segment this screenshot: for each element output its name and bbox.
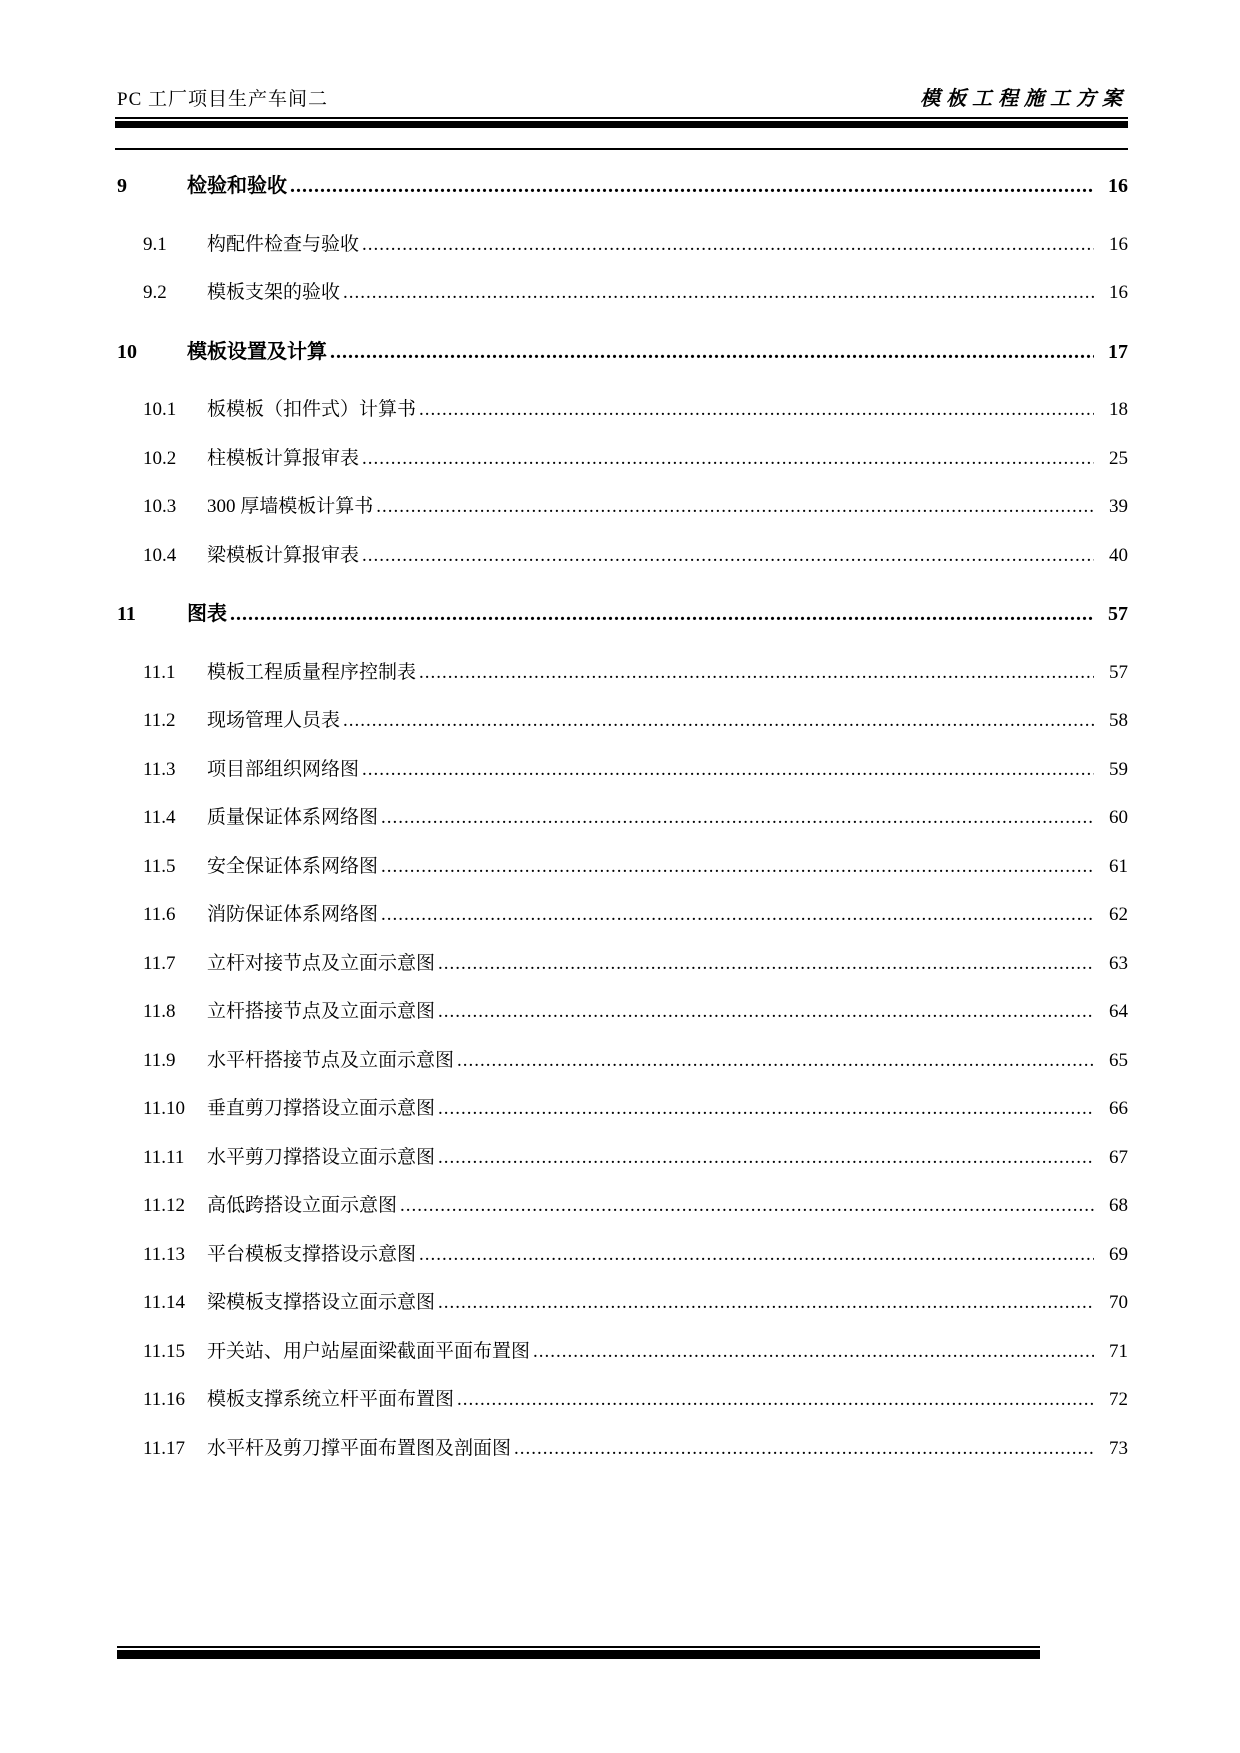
footer-rule-thick-line — [117, 1650, 1040, 1659]
toc-entry-number: 11.12 — [143, 1195, 186, 1216]
toc-entry-page: 16 — [1109, 233, 1128, 255]
toc-entry-title: 平台模板支撑搭设示意图 — [207, 1243, 417, 1265]
toc-leader-dots — [533, 1328, 1094, 1377]
toc-entry-page: 64 — [1109, 1001, 1128, 1022]
toc-leader-dots — [381, 794, 1094, 843]
toc-entry-number: 11.5 — [143, 855, 176, 877]
toc-leader-dots — [362, 221, 1094, 270]
header-rule-thick-line — [115, 121, 1128, 128]
toc-leader-dots — [362, 435, 1094, 484]
toc-leader-dots — [362, 532, 1094, 581]
toc-entry[interactable] — [117, 162, 1128, 211]
toc-leader-dots — [457, 1376, 1094, 1425]
toc-leader-dots — [419, 1231, 1094, 1280]
toc-entry-page: 16 — [1109, 282, 1128, 303]
toc-leader-dots — [419, 649, 1094, 698]
toc-entry[interactable] — [117, 1182, 1128, 1231]
toc-entry-number: 9.1 — [143, 233, 167, 255]
toc-entry-page: 61 — [1109, 855, 1128, 877]
toc-entry[interactable] — [117, 221, 1128, 270]
toc-leader-dots — [290, 162, 1094, 211]
toc-entry[interactable] — [117, 1085, 1128, 1134]
toc-entry-page: 17 — [1108, 340, 1128, 363]
toc-entry-title: 图表 — [187, 603, 227, 625]
toc-entry-title: 水平杆搭接节点及立面示意图 — [207, 1049, 455, 1071]
toc-entry-number: 11.7 — [143, 952, 176, 974]
toc-entry-page: 57 — [1109, 661, 1128, 683]
toc-entry-number: 11.8 — [143, 1001, 176, 1022]
toc-entry-page: 68 — [1109, 1195, 1128, 1216]
toc-leader-dots — [438, 940, 1094, 989]
toc-entry-page: 16 — [1108, 175, 1128, 197]
toc-entry-page: 66 — [1109, 1098, 1128, 1119]
toc-entry-title: 高低跨搭设立面示意图 — [207, 1195, 398, 1216]
toc-entry-number: 10.4 — [143, 544, 177, 566]
toc-entry-page: 40 — [1109, 544, 1128, 566]
toc-entry-page: 60 — [1109, 807, 1128, 828]
toc-entry-page: 39 — [1109, 496, 1128, 517]
toc-entry-title: 柱模板计算报审表 — [207, 447, 360, 469]
footer-rule-thin-line — [117, 1646, 1040, 1648]
toc-entry-page: 59 — [1109, 758, 1128, 780]
toc-entry-title: 模板支撑系统立杆平面布置图 — [207, 1389, 455, 1410]
toc-entry-number: 11.2 — [143, 710, 176, 731]
toc-entry-title: 消防保证体系网络图 — [207, 904, 379, 925]
toc-leader-dots — [343, 697, 1094, 746]
toc-entry[interactable] — [117, 1425, 1128, 1474]
toc-entry-page: 58 — [1109, 710, 1128, 731]
toc-list — [117, 152, 1128, 1473]
toc-entry-number: 11.1 — [143, 661, 176, 683]
toc-entry-title: 水平剪刀撑搭设立面示意图 — [207, 1146, 436, 1168]
toc-entry-title: 梁模板支撑搭设立面示意图 — [207, 1292, 436, 1313]
toc-entry-number: 11.17 — [143, 1437, 186, 1459]
toc-entry[interactable] — [117, 649, 1128, 698]
toc-entry-number: 10.2 — [143, 447, 177, 469]
toc-entry[interactable] — [117, 328, 1128, 377]
header-rule-thin-line — [115, 117, 1128, 119]
toc-entry-number: 10.3 — [143, 496, 177, 517]
toc-entry-title: 水平杆及剪刀撑平面布置图及剖面图 — [207, 1437, 512, 1459]
toc-leader-dots — [376, 483, 1094, 532]
footer-rule — [117, 1646, 1040, 1659]
toc-leader-dots — [438, 1134, 1094, 1183]
toc-entry[interactable] — [117, 940, 1128, 989]
toc-entry[interactable] — [117, 435, 1128, 484]
toc-entry-number: 11.4 — [143, 807, 176, 828]
toc-entry-title: 板模板（扣件式）计算书 — [207, 399, 417, 420]
toc-entry-title: 模板工程质量程序控制表 — [207, 661, 417, 683]
toc-entry[interactable] — [117, 1134, 1128, 1183]
toc-entry-number: 11.6 — [143, 904, 176, 925]
toc-leader-dots — [514, 1425, 1094, 1474]
toc-entry-page: 25 — [1109, 447, 1128, 469]
toc-entry[interactable] — [117, 843, 1128, 892]
page-header — [117, 82, 1128, 111]
toc-entry-title: 模板支架的验收 — [207, 282, 341, 303]
toc-leader-dots — [230, 590, 1094, 639]
toc-leader-dots — [457, 1037, 1094, 1086]
toc-entry-number: 11.3 — [143, 758, 176, 780]
toc-entry-number: 11.15 — [143, 1340, 186, 1362]
toc-leader-dots — [330, 328, 1094, 377]
toc-entry[interactable] — [117, 386, 1128, 435]
header-rule-thin-thick — [115, 117, 1128, 128]
toc-entry-title: 项目部组织网络图 — [207, 758, 360, 780]
toc-entry-number: 11.11 — [143, 1146, 185, 1168]
toc-leader-dots — [400, 1182, 1094, 1231]
toc-entry[interactable] — [117, 988, 1128, 1037]
toc-entry[interactable] — [117, 532, 1128, 581]
header-right-title: 模板工程施工方案 — [920, 88, 1128, 110]
toc-entry-title: 质量保证体系网络图 — [207, 807, 379, 828]
toc-entry[interactable] — [117, 1328, 1128, 1377]
toc-entry[interactable] — [117, 697, 1128, 746]
toc-entry-page: 62 — [1109, 904, 1128, 925]
toc-entry-page: 70 — [1109, 1292, 1128, 1313]
toc-entry-title: 立杆搭接节点及立面示意图 — [207, 1001, 436, 1022]
toc-leader-dots — [438, 1085, 1094, 1134]
toc-entry-page: 67 — [1109, 1146, 1128, 1168]
toc-leader-dots — [438, 988, 1094, 1037]
toc-entry[interactable] — [117, 269, 1128, 318]
toc-entry-title: 检验和验收 — [187, 175, 287, 197]
toc-entry[interactable] — [117, 746, 1128, 795]
header-rule-single — [115, 148, 1128, 150]
toc-entry-number: 9 — [117, 175, 127, 197]
toc-entry-page: 57 — [1108, 603, 1128, 625]
toc-entry[interactable] — [117, 1231, 1128, 1280]
toc-entry[interactable] — [117, 1279, 1128, 1328]
toc-entry-page: 73 — [1109, 1437, 1128, 1459]
toc-entry[interactable] — [117, 590, 1128, 639]
toc-entry-page: 65 — [1109, 1049, 1128, 1071]
toc-entry-title: 开关站、用户站屋面梁截面平面布置图 — [207, 1340, 531, 1362]
toc-entry-number: 10 — [117, 340, 137, 363]
toc-entry-page: 69 — [1109, 1243, 1128, 1265]
toc-entry-title: 模板设置及计算 — [187, 340, 327, 363]
toc-entry-title: 安全保证体系网络图 — [207, 855, 379, 877]
toc-leader-dots — [419, 386, 1094, 435]
toc-entry-page: 18 — [1109, 399, 1128, 420]
toc-entry-number: 9.2 — [143, 282, 167, 303]
toc-entry-title: 梁模板计算报审表 — [207, 544, 360, 566]
toc-entry[interactable] — [117, 1037, 1128, 1086]
toc-entry-number: 11.14 — [143, 1292, 186, 1313]
toc-leader-dots — [438, 1279, 1094, 1328]
toc-leader-dots — [343, 269, 1094, 318]
toc-entry-title: 立杆对接节点及立面示意图 — [207, 952, 436, 974]
toc-entry-number: 11.16 — [143, 1389, 186, 1410]
toc-entry-title: 构配件检查与验收 — [207, 233, 360, 255]
toc-leader-dots — [381, 843, 1094, 892]
header-left-title: PC 工厂项目生产车间二 — [117, 89, 328, 110]
toc-entry-page: 72 — [1109, 1389, 1128, 1410]
toc-entry-number: 11.10 — [143, 1098, 186, 1119]
toc-entry[interactable] — [117, 1376, 1128, 1425]
toc-leader-dots — [362, 746, 1094, 795]
toc-entry-title: 现场管理人员表 — [207, 710, 341, 731]
toc-entry-page: 63 — [1109, 952, 1128, 974]
toc-entry[interactable] — [117, 483, 1128, 532]
toc-entry[interactable] — [117, 794, 1128, 843]
toc-entry-page: 71 — [1109, 1340, 1128, 1362]
toc-entry-number: 11.13 — [143, 1243, 186, 1265]
toc-entry[interactable] — [117, 891, 1128, 940]
toc-entry-number: 10.1 — [143, 399, 177, 420]
toc-entry-title: 垂直剪刀撑搭设立面示意图 — [207, 1098, 436, 1119]
toc-entry-number: 11.9 — [143, 1049, 176, 1071]
toc-leader-dots — [381, 891, 1094, 940]
toc-entry-title: 300 厚墙模板计算书 — [207, 496, 374, 517]
toc-entry-number: 11 — [117, 603, 136, 625]
